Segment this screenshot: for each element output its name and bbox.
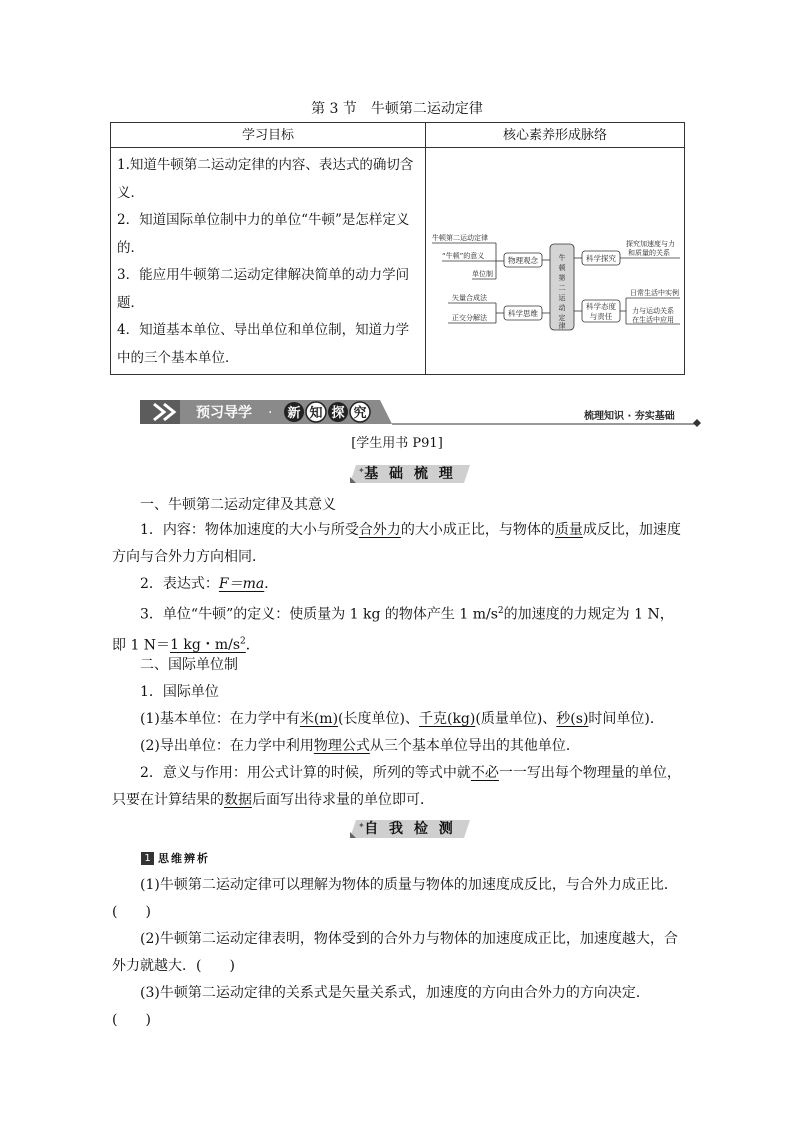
para-meaning: 2．意义与作用：用公式计算的时候，所列的等式中就不必一一写出每个物理量的单位，只要在计算结果的数据后面写出待求量的单位即可． [112, 765, 681, 808]
map-left-item: 牛顿第二运动定律 [432, 234, 488, 242]
sparkle-icon: ✦ [358, 821, 365, 830]
map-center-char: 律 [558, 322, 566, 330]
map-center-char: 运 [558, 294, 566, 302]
goal-item: 1.知道牛顿第二运动定律的内容、表达式的确切含义． [117, 157, 414, 201]
heading-si: 二、国际单位制 [140, 657, 238, 673]
goal-item: 2．知道国际单位制中力的单位“牛顿”是怎样定义的． [117, 212, 410, 256]
banner-char: 究 [353, 406, 367, 421]
sparkle-icon: ✦ [358, 466, 365, 475]
banner-char: 探 [331, 406, 345, 421]
map-left-item: 正交分解法 [452, 314, 487, 322]
section-header-selfcheck [350, 818, 470, 840]
map-node-label: 科学思维 [508, 309, 538, 318]
map-center-char: 动 [558, 304, 566, 312]
badge-number: 1 [141, 852, 154, 865]
map-node-label: 科学态度 [586, 302, 616, 311]
para-derived-units: (2)导出单位：在力学中利用物理公式从三个基本单位导出的其他单位． [140, 738, 580, 754]
para-expression: 2．表达式：F＝ma． [140, 576, 279, 592]
map-right-item: 探究加速度与力 [626, 240, 675, 248]
map-right-item: 和质量的关系 [628, 249, 670, 257]
map-node-label: 科学探究 [586, 254, 616, 263]
para-content: 1．内容：物体加速度的大小与所受合外力的大小成正比，与物体的质量成反比，加速度方向与合外力方向相同． [112, 522, 681, 565]
map-left-item: 矢量合成法 [452, 294, 487, 302]
concept-map [426, 148, 684, 366]
objectives-table [110, 122, 685, 375]
student-book-ref: [学生用书 P91] [351, 436, 443, 451]
map-right-item: 力与运动关系 [632, 307, 674, 315]
map-node-label: 物理观念 [508, 256, 538, 265]
map-center-char: 顿 [558, 264, 566, 272]
map-center-char: 二 [558, 284, 566, 292]
para-base-units: (1)基本单位：在力学中有米(m)(长度单位)、千克(kg)(质量单位)、秒(s)时间单位)． [140, 711, 664, 727]
para-newton-unit: 3．单位“牛顿”的定义：使质量为 1 kg 的物体产生 1 $m/s^2$的加速度的力规定为 1 N，即 1 N＝1 kg・$m/s^2$． [112, 606, 674, 654]
banner-left-label: 预习导学 [196, 405, 252, 421]
badge-label: 思维辨析 [158, 852, 210, 865]
map-right-item: 日常生活中实例 [630, 289, 679, 297]
mindmap-cell [426, 148, 685, 375]
banner-right-label: 梳理知识 · 夯实基础 [584, 411, 675, 422]
preview-banner [140, 397, 705, 427]
para-si-units: 1．国际单位 [140, 684, 219, 700]
question-3: (3)牛顿第二运动定律的关系式是矢量关系式，加速度的方向由合外力的方向决定．( ) [112, 985, 650, 1028]
goal-item: 4．知道基本单位、导出单位和单位制，知道力学中的三个基本单位． [117, 322, 410, 366]
map-center-char: 牛 [558, 254, 566, 262]
section-title: 自 我 检 测 [364, 821, 456, 837]
map-left-item: “牛顿”的意义 [442, 252, 485, 260]
banner-dot: · [268, 405, 273, 421]
goals-cell [111, 148, 426, 375]
section-header-basics [350, 463, 470, 485]
map-center-char: 定 [558, 314, 566, 322]
col-header-goals: 学习目标 [111, 123, 426, 148]
map-center-char: 第 [558, 274, 566, 282]
question-1: (1)牛顿第二运动定律可以理解为物体的质量与物体的加速度成反比，与合外力成正比．( ) [112, 877, 678, 920]
col-header-literacy: 核心素养形成脉络 [426, 123, 685, 148]
diamond-icon [693, 419, 701, 427]
section-title: 基 础 梳 理 [364, 466, 456, 482]
map-left-item: 单位制 [472, 270, 493, 278]
banner-char: 新 [287, 406, 301, 421]
map-right-item: 在生活中应用 [632, 316, 674, 324]
goal-item: 3．能应用牛顿第二运动定律解决简单的动力学问题． [117, 267, 410, 311]
question-2: (2)牛顿第二运动定律表明，物体受到的合外力与物体的加速度成正比，加速度越大，合外力就越大．( ) [112, 931, 678, 974]
banner-char: 知 [309, 406, 323, 421]
thinking-badge [141, 850, 210, 866]
page-title: 第 3 节 牛顿第二运动定律 [311, 101, 483, 117]
map-node-label: 与责任 [589, 312, 613, 321]
heading-newton-law: 一、牛顿第二运动定律及其意义 [140, 497, 336, 513]
